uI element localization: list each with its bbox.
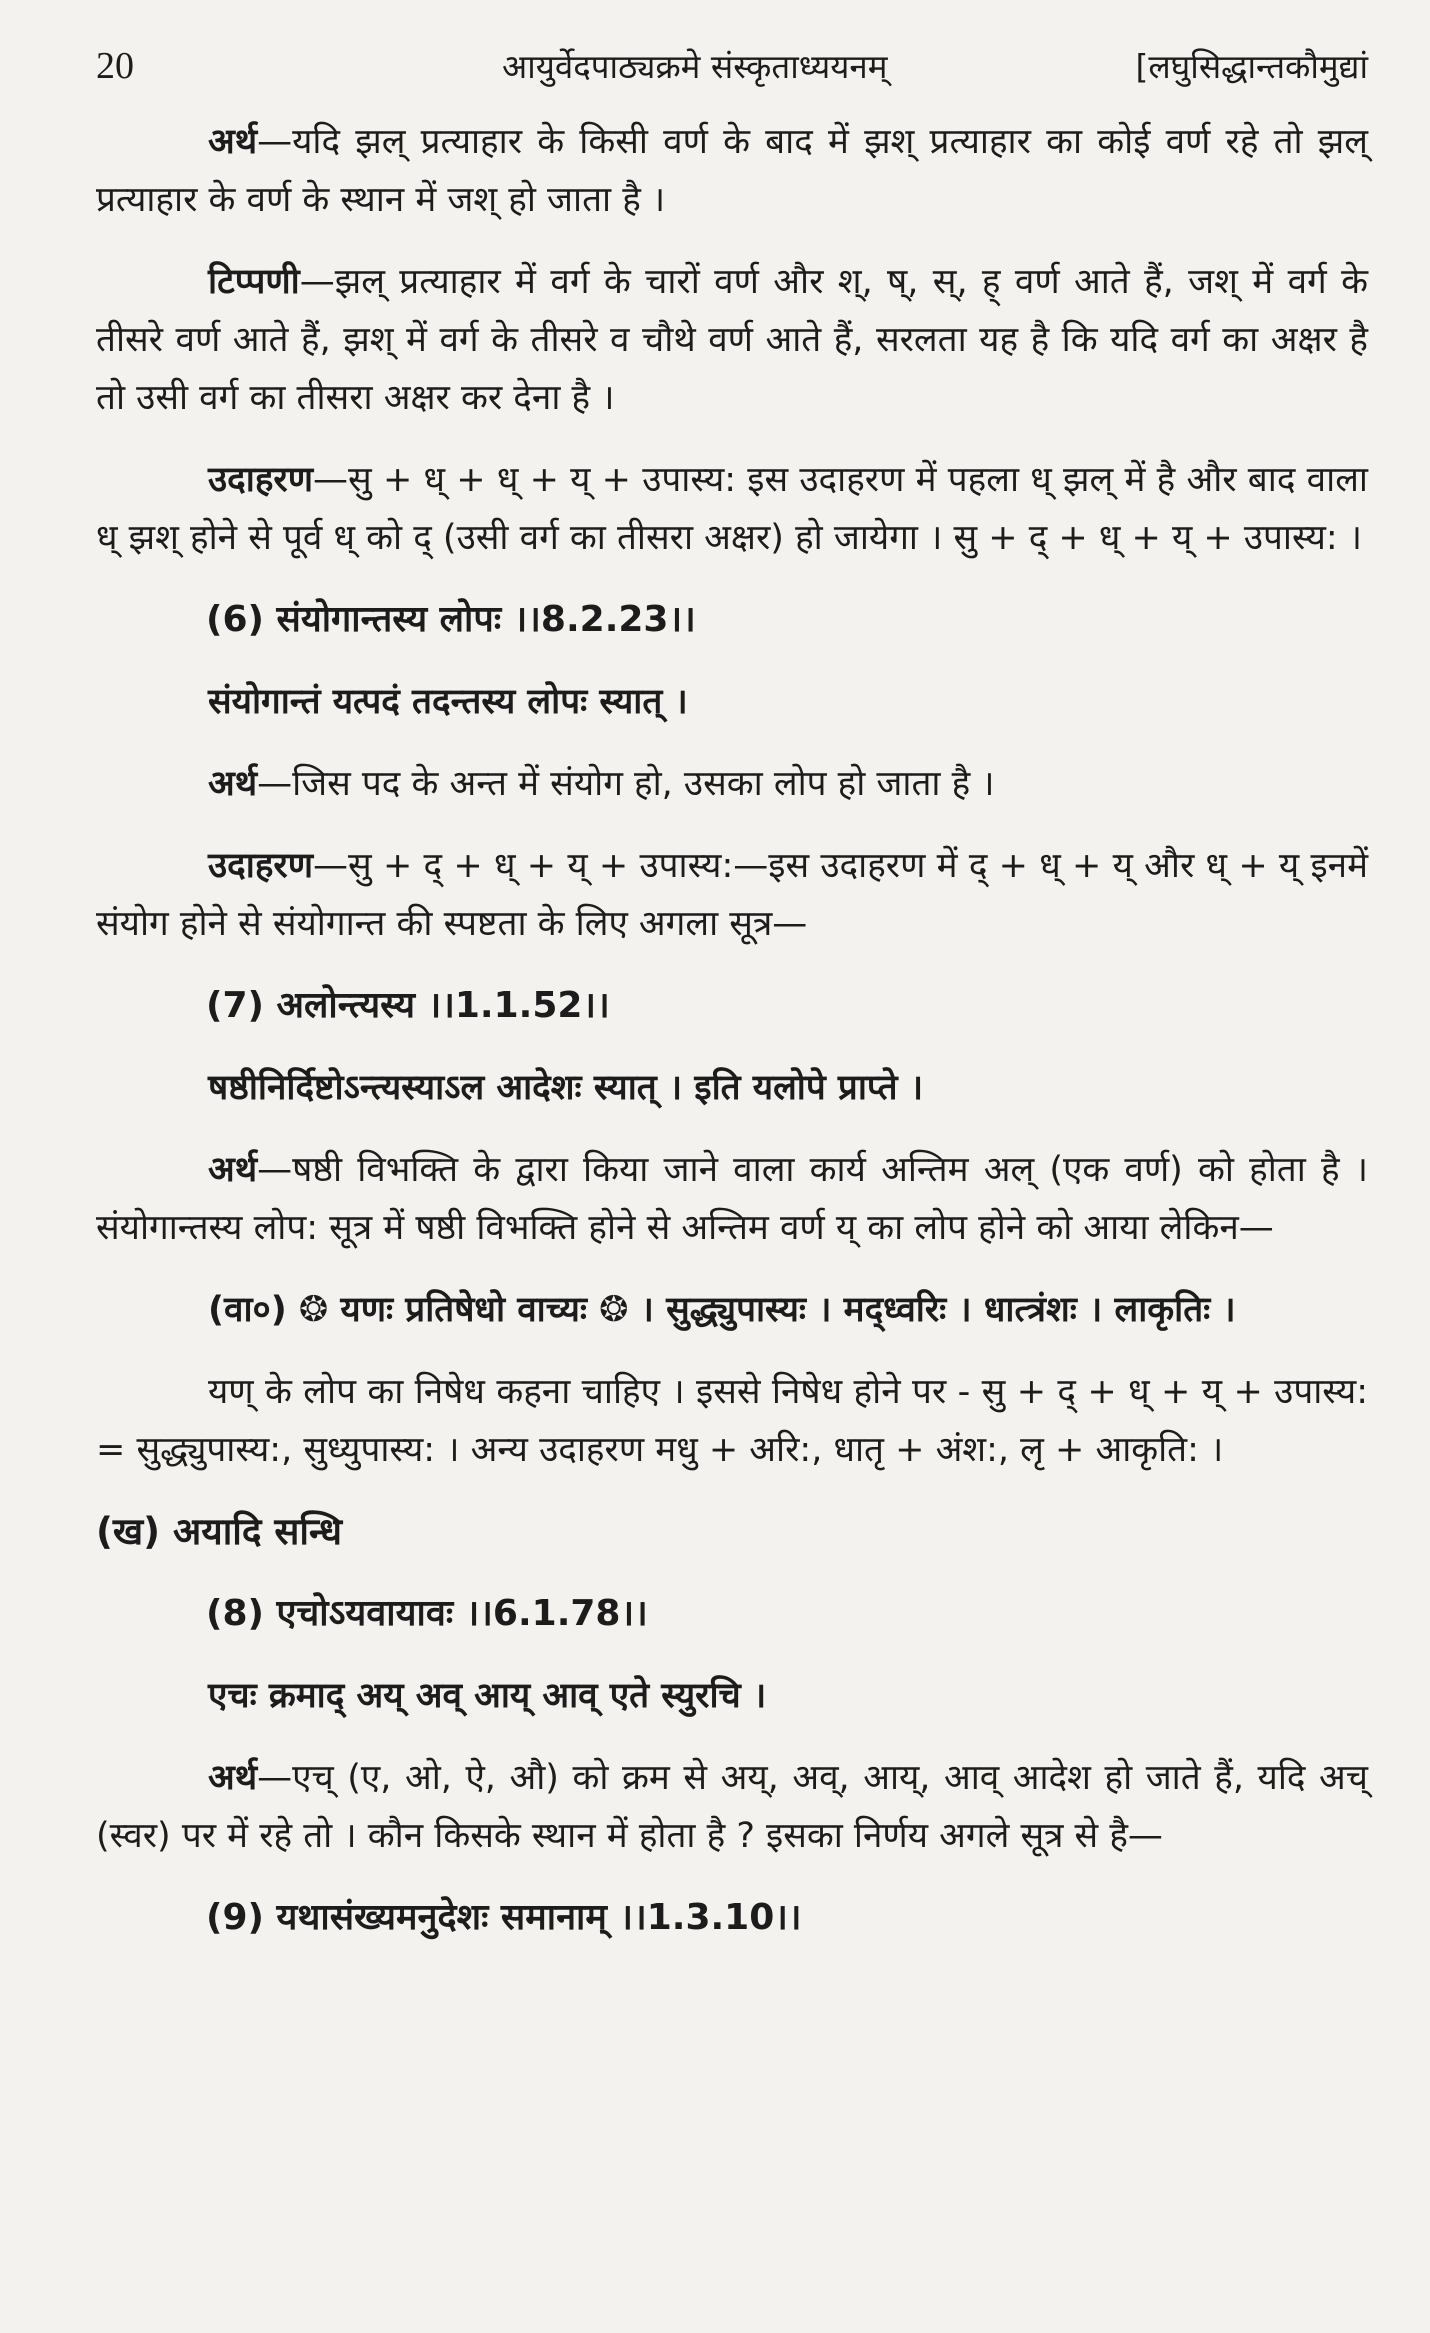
sutra-6: (6) संयोगान्तस्य लोपः ।।8.2.23।। — [206, 599, 696, 640]
meaning-label: अर्थ — [208, 122, 258, 162]
meaning-text: —जिस पद के अन्त में संयोग हो, उसका लोप हो जाता है । — [257, 764, 995, 804]
meaning-label: अर्थ — [208, 1150, 258, 1190]
example-paragraph-1 — [96, 451, 1368, 567]
page-number: 20 — [96, 45, 134, 87]
sutra-7: (7) अलोन्त्यस्य ।।1.1.52।। — [206, 985, 610, 1026]
meaning-text: —षष्ठी विभक्ति के द्वारा किया जाने वाला कार्य अन्तिम अल् (एक वर्ण) को होता है । संयोगान्तस्य लोप: सूत्र में षष्ठी विभक्ति होने से अन्तिम वर्ण य् का लोप होने को आया लेकिन— — [96, 1150, 1368, 1248]
meaning-label: अर्थ — [208, 1758, 258, 1798]
meaning-text: —यदि झल् प्रत्याहार के किसी वर्ण के बाद में झश् प्रत्याहार का कोई वर्ण रहे तो झल् प्रत्याहार के वर्ण के स्थान में जश् हो जाता है । — [96, 122, 1368, 220]
explanation-paragraph: यण् के लोप का निषेध कहना चाहिए । इससे निषेध होने पर - सु + द् + ध् + य् + उपास्य: = सुद्ध्युपास्य:, सुध्युपास्य: । अन्य उदाहरण मधु + अरि:, धातृ + अंश:, लृ + आकृति: । — [96, 1372, 1368, 1470]
section-heading: (ख) अयादि सन्धि — [96, 1510, 342, 1553]
meaning-paragraph-3 — [96, 1141, 1368, 1257]
vartika: (वा०) ❂ यणः प्रतिषेधो वाच्यः ❂ । सुद्ध्युपास्यः । मद्ध्वरिः । धात्त्रंशः । लाकृतिः । — [208, 1290, 1236, 1330]
example-paragraph-2 — [96, 837, 1368, 953]
sutra-8: (8) एचोऽयवायावः ।।6.1.78।। — [206, 1593, 648, 1634]
meaning-paragraph-4 — [96, 1749, 1368, 1865]
vrtti-8: एचः क्रमाद् अय् अव् आय् आव् एते स्युरचि । — [208, 1676, 767, 1716]
note-label: टिप्पणी — [208, 262, 300, 302]
example-text: —सु + द् + ध् + य् + उपास्य:—इस उदाहरण में द् + ध् + य् और ध् + य् इनमें संयोग होने से संयोगान्त की स्पष्टता के लिए अगला सूत्र— — [96, 846, 1368, 944]
meaning-text: —एच् (ए, ओ, ऐ, औ) को क्रम से अय्, अव्, आय्, आव् आदेश हो जाते हैं, यदि अच् (स्वर) पर में रहे तो । कौन किसके स्थान में होता है ? इसका निर्णय अगले सूत्र से है— — [96, 1758, 1368, 1856]
running-header — [96, 40, 1368, 93]
vrtti-7: षष्ठीनिर्दिष्टोऽन्त्यस्याऽल आदेशः स्यात् । इति यलोपे प्राप्ते । — [208, 1068, 924, 1108]
meaning-paragraph-2 — [96, 755, 1368, 813]
example-label: उदाहरण — [208, 460, 314, 500]
example-label: उदाहरण — [208, 846, 314, 886]
example-text: —सु + ध् + ध् + य् + उपास्य: इस उदाहरण में पहला ध् झल् में है और बाद वाला ध् झश् होने से पूर्व ध् को द् (उसी वर्ग का तीसरा अक्षर) हो जायेगा । सु + द् + ध् + य् + उपास्य: । — [96, 460, 1368, 558]
book-section: [लघुसिद्धान्तकौमुद्यां — [1135, 47, 1368, 86]
note-text: —झल् प्रत्याहार में वर्ग के चारों वर्ण और श्, ष्, स्, ह् वर्ण आते हैं, जश् में वर्ग के तीसरे वर्ण आते हैं, झश् में वर्ग के तीसरे व चौथे वर्ण आते हैं, सरलता यह है कि यदि वर्ग का अक्षर है तो उसी वर्ग का तीसरा अक्षर कर देना है । — [96, 262, 1368, 418]
meaning-paragraph-1 — [96, 113, 1368, 229]
note-paragraph — [96, 253, 1368, 427]
sutra-9: (9) यथासंख्यमनुदेशः समानाम् ।।1.3.10।। — [206, 1897, 802, 1938]
book-title: आयुर्वेदपाठ्यक्रमे संस्कृताध्ययनम् — [502, 47, 888, 86]
meaning-label: अर्थ — [208, 764, 258, 804]
vrtti-6: संयोगान्तं यत्पदं तदन्तस्य लोपः स्यात् । — [208, 682, 688, 722]
